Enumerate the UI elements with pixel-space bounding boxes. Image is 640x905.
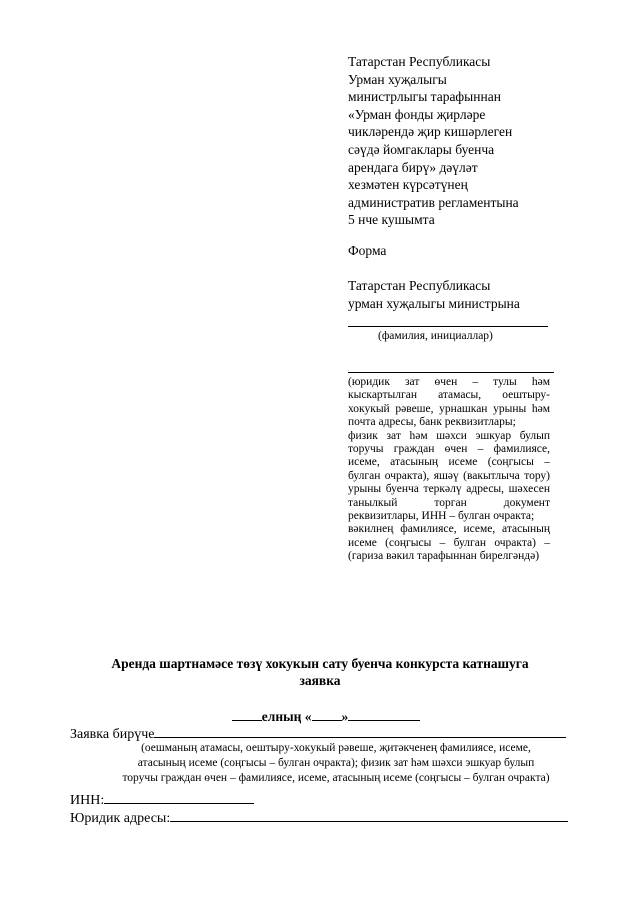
- month-blank[interactable]: [348, 707, 420, 721]
- addressee-line: Татарстан Республикасы: [348, 278, 491, 293]
- inn-field: [70, 790, 254, 809]
- caption-line: атасының исеме (соңгысы – булган очракта); физик зат һәм шәхси эшкуар булып: [137, 756, 535, 769]
- day-blank[interactable]: [312, 707, 342, 721]
- inn-input-line[interactable]: [104, 790, 254, 804]
- header-line: чикләрендә җир кишәрлеген: [348, 124, 513, 140]
- addressee-line: урман хуҗалыгы министрына: [348, 295, 520, 311]
- header-line: хезмәтен күрсәтүнең: [348, 177, 468, 193]
- header-line: сәүдә йомгаклары буенча: [348, 141, 495, 157]
- year-blank[interactable]: [232, 707, 262, 721]
- date-end-text: »: [341, 709, 349, 724]
- form-label: Форма: [348, 243, 387, 258]
- title-line: заявка: [299, 673, 341, 688]
- document-title: [40, 655, 600, 689]
- header-line: 5 нче кушымта: [348, 212, 435, 228]
- applicant-caption: [80, 741, 592, 785]
- fio-underline[interactable]: [348, 326, 548, 327]
- inn-label: ИНН:: [70, 793, 105, 808]
- applicant-details-underline[interactable]: [348, 372, 554, 373]
- address-field: [70, 808, 568, 827]
- caption-line: торучы граждан өчен – фамилиясе, исеме, атасының исеме (соңгысы – булган очракта): [122, 771, 550, 784]
- note-paragraph: вәкилнең фамилиясе, исеме, атасының исеме (соңгысы – булган очракта) – (гариза вәкил тарафыннан бирелгәндә): [348, 523, 550, 563]
- applicant-label: Заявка бирүче: [70, 727, 155, 742]
- attachment-header: [348, 53, 608, 229]
- fio-caption: (фамилия, инициаллар): [378, 330, 493, 342]
- title-line: Аренда шартнамәсе төзү хокукын сату буенча конкурста катнашуга: [111, 656, 529, 671]
- address-input-line[interactable]: [170, 808, 568, 822]
- caption-line: (оешманың атамасы, оештыру-хокукый рәвеше, җитәкченең фамилиясе, исеме,: [141, 742, 531, 754]
- addressee-block: [348, 277, 608, 312]
- note-paragraph: (юридик зат өчен – тулы һәм кыскартылган атамасы, оештыру-хокукый рәвеше, урнашкан урыны һәм почта адресы, банк реквизитлары;: [348, 376, 550, 429]
- header-line: министрлыгы тарафыннан: [348, 89, 501, 105]
- date-line: [225, 691, 420, 725]
- header-line: «Урман фонды җирләре: [348, 106, 486, 122]
- applicant-details-notes: [348, 376, 550, 564]
- date-mid-text: елның «: [261, 709, 312, 724]
- note-paragraph: физик зат һәм шәхси эшкуар булып торучы граждан өчен – фамилиясе, исеме, атасының исеме (соңгысы – булган очракта), яшәү (вакытлыча тору) урыны буенча теркәлү адресы, шәхесен танылкый торган документ реквизитлары, ИНН – булган очракта;: [348, 429, 550, 523]
- applicant-input-line[interactable]: [154, 724, 566, 738]
- header-line: Урман хуҗалыгы: [348, 71, 447, 87]
- header-line: административ регламентына: [348, 194, 519, 210]
- header-line: Татарстан Республикасы: [348, 54, 491, 69]
- header-line: арендага бирү» дәүләт: [348, 159, 478, 175]
- address-label: Юридик адресы:: [70, 811, 171, 826]
